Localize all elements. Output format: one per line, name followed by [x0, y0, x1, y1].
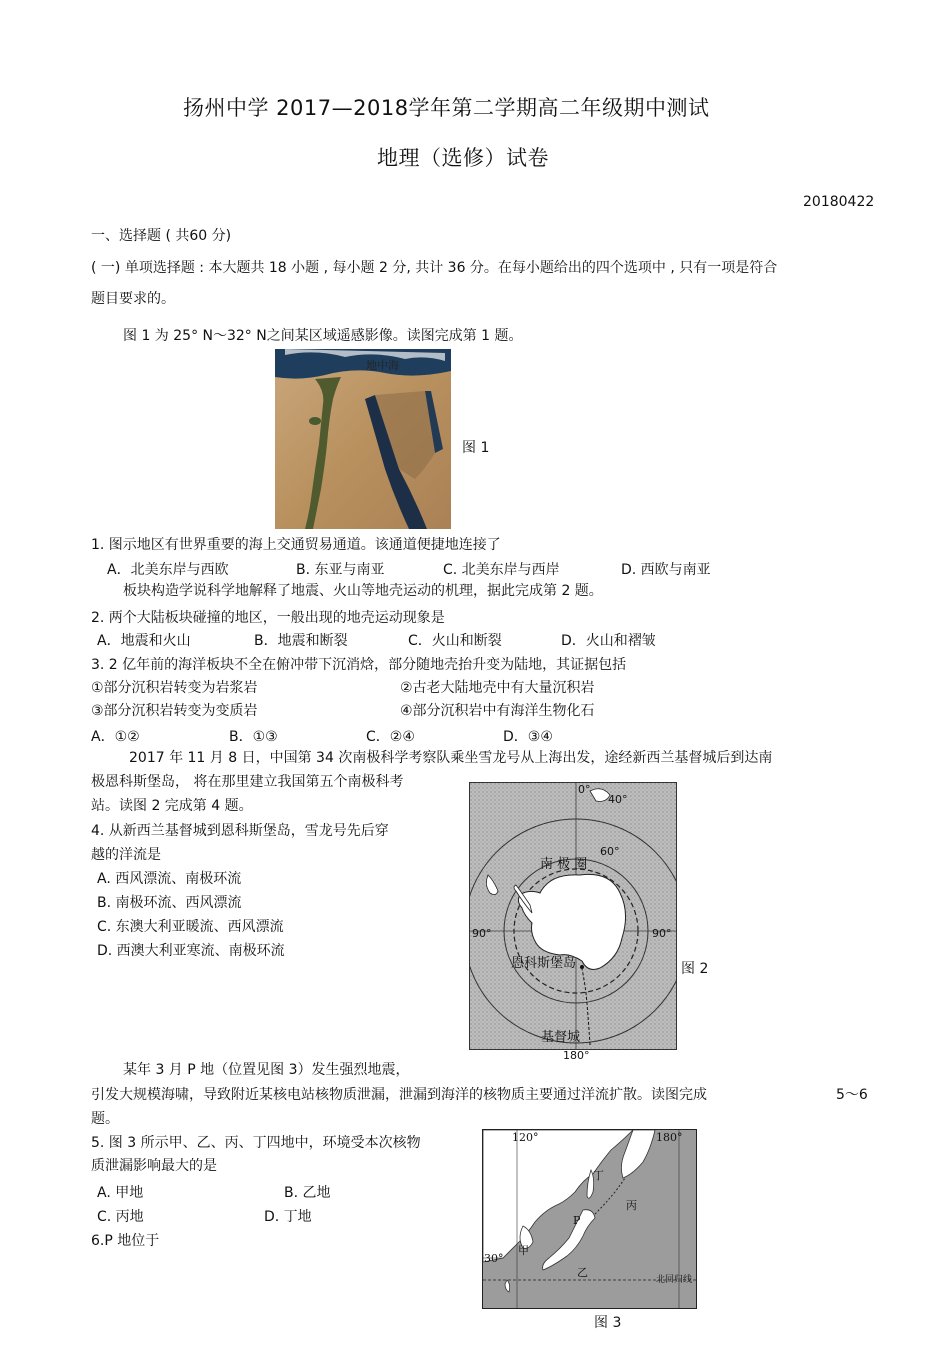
- q5-stem-line2: 质泄漏影响最大的是: [91, 1158, 217, 1174]
- instructions-line1: ( 一) 单项选择题 : 本大题共 18 小题 , 每小题 2 分, 共计 36 分。在每小题给出的四个选项中 , 只有一项是符合: [91, 260, 778, 276]
- q5-option-c: C. 丙地: [97, 1209, 144, 1225]
- fig3-label-tropic: 北回归线: [656, 1275, 693, 1285]
- fig3-label-30: 30°: [484, 1252, 504, 1265]
- q4-option-d: D. 西澳大利亚寒流、南极环流: [97, 943, 285, 959]
- fig2-label-90w: 90°: [472, 927, 492, 940]
- instructions-line2: 题目要求的。: [91, 291, 175, 307]
- q2-stem: 2. 两个大陆板块碰撞的地区，一般出现的地壳运动现象是: [91, 610, 445, 626]
- exam-date: 20180422: [803, 194, 875, 210]
- figure1-satellite-image: [275, 349, 451, 529]
- q2-option-c: C．火山和断裂: [408, 633, 502, 649]
- q1-option-c: C. 北美东岸与西岸: [443, 562, 560, 578]
- fig3-label-yi: 乙: [577, 1266, 588, 1279]
- exam-title: 扬州中学 2017—2018学年第二学期高二年级期中测试: [183, 96, 710, 120]
- intro-q4-line1: 2017 年 11 月 8 日，中国第 34 次南极科学考察队乘坐雪龙号从上海出发，途经新西兰基督城后到达南: [129, 750, 773, 766]
- figure3-caption: 图 3: [594, 1315, 622, 1331]
- q3-statement-4: ④部分沉积岩中有海洋生物化石: [400, 703, 595, 719]
- q5-option-a: A. 甲地: [97, 1185, 144, 1201]
- q1-option-b: B. 东亚与南亚: [296, 562, 385, 578]
- q1-option-a: A．北美东岸与西欧: [107, 562, 229, 578]
- fig2-label-180: 180°: [563, 1049, 590, 1062]
- intro-q4-line2: 极恩科斯堡岛， 将在那里建立我国第五个南极科考: [91, 774, 404, 790]
- q3-stem: 3. 2 亿年前的海洋板块不全在俯冲带下沉消焓，部分随地壳抬升变为陆地，其证据包括: [91, 657, 627, 673]
- figure1-sea-label: 地中海: [366, 359, 399, 372]
- q2-option-b: B．地震和断裂: [254, 633, 348, 649]
- fig2-label-90e: 90°: [652, 927, 672, 940]
- q6-stem: 6.P 地位于: [91, 1233, 160, 1249]
- q4-stem-line2: 越的洋流是: [91, 847, 161, 863]
- figure1-svg: [275, 349, 451, 529]
- q5-stem-line1: 5. 图 3 所示甲、乙、丙、丁四地中，环境受本次核物: [91, 1135, 421, 1151]
- q3-statement-3: ③部分沉积岩转变为变质岩: [91, 703, 258, 719]
- fig3-label-bing: 丙: [626, 1199, 637, 1212]
- fig3-label-ding: 丁: [593, 1169, 604, 1182]
- q4-stem-line1: 4. 从新西兰基督城到恩科斯堡岛，雪龙号先后穿: [91, 823, 389, 839]
- q3-option-d: D．③④: [503, 729, 553, 745]
- q1-stem: 1. 图示地区有世界重要的海上交通贸易通道。该通道便捷地连接了: [91, 537, 501, 553]
- fig2-label-60: 60°: [600, 845, 620, 858]
- fig3-label-p: P: [573, 1214, 581, 1227]
- intro-q2: 板块构造学说科学地解释了地震、火山等地壳运动的机理，据此完成第 2 题。: [123, 583, 603, 599]
- q4-option-b: B. 南极环流、西风漂流: [97, 895, 242, 911]
- figure1-caption: 图 1: [462, 440, 490, 456]
- intro-q5-line3: 题。: [91, 1111, 119, 1127]
- q3-option-b: B．①③: [229, 729, 278, 745]
- q5-option-d: D. 丁地: [264, 1209, 312, 1225]
- intro-figure1: 图 1 为 25° N～32° N之间某区域遥感影像。读图完成第 1 题。: [123, 328, 523, 344]
- section-heading: 一、选择题 ( 共60 分): [91, 228, 232, 244]
- fig2-ross-label: 恩科斯堡岛: [511, 956, 577, 971]
- q1-option-d: D. 西欧与南亚: [621, 562, 711, 578]
- q2-option-d: D．火山和褶皱: [561, 633, 656, 649]
- q3-statement-1: ①部分沉积岩转变为岩浆岩: [91, 680, 258, 696]
- exam-subtitle: 地理（选修）试卷: [377, 146, 549, 170]
- fig3-label-180: 180°: [656, 1131, 683, 1144]
- q5-option-b: B. 乙地: [284, 1185, 331, 1201]
- fig2-label-0: 0°: [578, 783, 591, 796]
- fig3-label-120: 120°: [512, 1131, 539, 1144]
- fig2-label-40: 40°: [608, 793, 628, 806]
- fig2-christchurch-label: 基督城: [541, 1030, 581, 1045]
- q3-statement-2: ②古老大陆地壳中有大量沉积岩: [400, 680, 595, 696]
- fig3-label-jia: 甲: [518, 1244, 529, 1257]
- q3-option-a: A．①②: [91, 729, 140, 745]
- q4-option-c: C. 东澳大利亚暖流、西风漂流: [97, 919, 284, 935]
- intro-q5-line1: 某年 3 月 P 地（位置见图 3）发生强烈地震，: [123, 1062, 410, 1078]
- q4-option-a: A. 西风漂流、南极环流: [97, 871, 242, 887]
- intro-q4-line3: 站。读图 2 完成第 4 题。: [91, 798, 253, 814]
- figure2-antarctica-map: [469, 782, 677, 1050]
- intro-q5-line2-tail: 5～6: [836, 1087, 868, 1103]
- figure2-caption: 图 2: [681, 961, 709, 977]
- q2-option-a: A．地震和火山: [97, 633, 191, 649]
- fig2-antarctic-circle-label: 南 极 圈: [540, 857, 588, 872]
- intro-q5-line2: 引发大规模海啸，导致附近某核电站核物质泄漏，泄漏到海洋的核物质主要通过洋流扩散。读图完成: [91, 1087, 707, 1103]
- q3-option-c: C．②④: [366, 729, 415, 745]
- figure2-svg: [470, 783, 676, 1049]
